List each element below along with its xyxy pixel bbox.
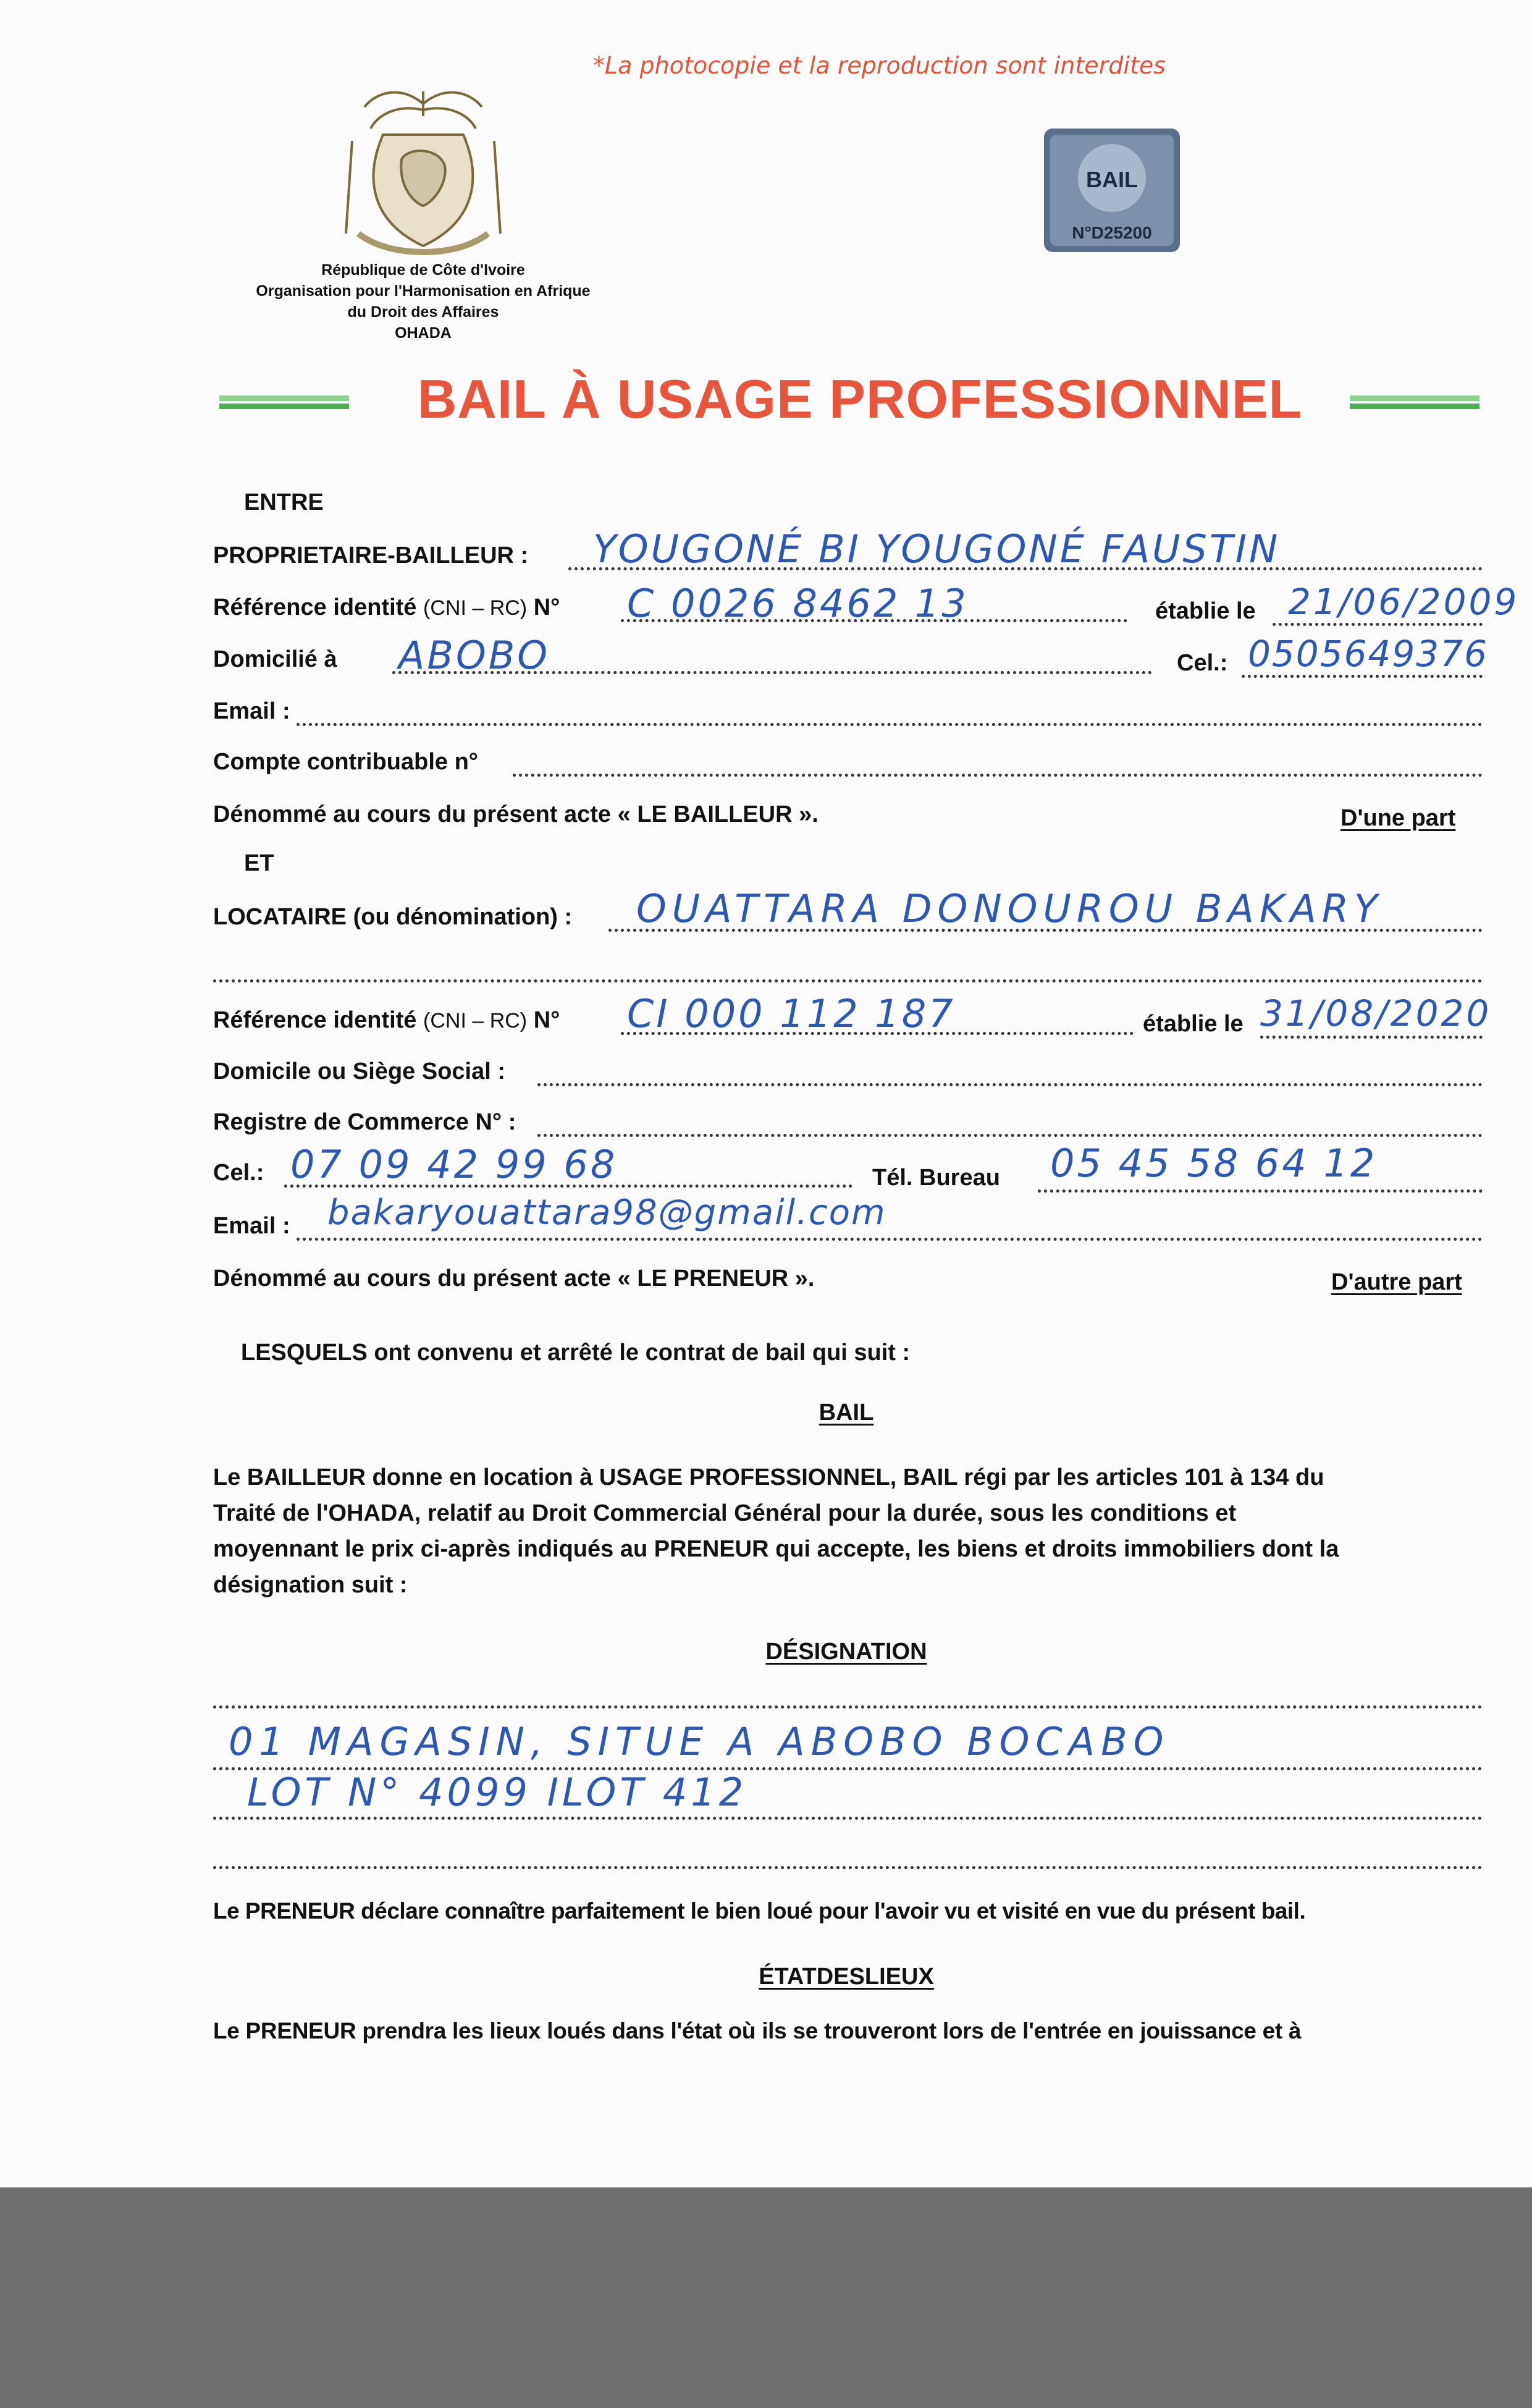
tenant-tel-label: Tél. Bureau <box>872 1165 1000 1191</box>
bail-heading: BAIL <box>819 1400 874 1426</box>
tenant-registre-dots <box>537 1134 1483 1137</box>
tenant-name-label <box>213 904 572 931</box>
owner-ref-small: (CNI – RC) <box>423 596 528 620</box>
tenant-cel-label: Cel.: <box>213 1160 264 1186</box>
tenant-email-value: bakaryouattara98@gmail.com <box>327 1193 886 1233</box>
tenant-name-value: OUATTARA DONOUROU BAKARY <box>636 886 1383 931</box>
tenant-issued-dots <box>1260 1036 1483 1039</box>
etat-heading: ÉTATDESLIEUX <box>759 1964 934 1990</box>
tenant-ref-no: N° <box>533 1007 560 1033</box>
org-line-4: OHADA <box>395 324 452 342</box>
tenant-tel-dots <box>1038 1189 1483 1193</box>
owner-compte-dots <box>513 774 1483 777</box>
owner-domicile-label: Domicilié à <box>213 646 337 672</box>
tenant-email-dots <box>297 1238 1483 1241</box>
preneur-declare: Le PRENEUR déclare connaître parfaitement le bien loué pour l'avoir vu et visité en vue du présent bail. <box>213 1898 1306 1924</box>
owner-compte-label: Compte contribuable n° <box>213 749 478 775</box>
designation-line-1: 01 MAGASIN, SITUE A ABOBO BOCABO <box>229 1719 1170 1764</box>
owner-ref-value: C 0026 8462 13 <box>627 581 969 626</box>
title-row <box>219 365 1486 439</box>
owner-issued-label: établie le <box>1155 598 1256 624</box>
org-line-3: du Droit des Affaires <box>347 303 499 321</box>
org-line-1: République de Côte d'Ivoire <box>321 261 525 279</box>
etat-text: Le PRENEUR prendra les lieux loués dans l'état où ils se trouveront lors de l'entrée en jouissance et à <box>213 2018 1302 2043</box>
owner-email-dots <box>297 723 1483 726</box>
tenant-issued-label: établie le <box>1143 1011 1244 1037</box>
tenant-issued-value: 31/08/2020 <box>1260 992 1492 1034</box>
designation-heading: DÉSIGNATION <box>765 1639 927 1665</box>
designation-dots-3 <box>213 1817 1483 1820</box>
tenant-registre-label: Registre de Commerce N° : <box>213 1109 516 1135</box>
bail-paragraph <box>213 1460 1483 1603</box>
tenant-email-label: Email : <box>213 1213 290 1239</box>
tenant-name-label-bold: LOCATAIRE <box>213 904 347 930</box>
scan-backdrop <box>0 2187 1532 2408</box>
tenant-ref-value: CI 000 112 187 <box>627 991 956 1036</box>
et-label: ET <box>244 850 274 876</box>
seal-number: N°D25200 <box>1072 223 1152 242</box>
owner-domicile-value: ABOBO <box>398 633 550 678</box>
bail-text-line-3: moyennant le prix ci-après indiqués au PRENEUR qui accepte, les biens et droits immobiliers dont la <box>213 1536 1339 1562</box>
tenant-name-label-rest: (ou dénomination) : <box>353 904 573 930</box>
entre-label: ENTRE <box>244 489 324 515</box>
designation-line-2: LOT N° 4099 ILOT 412 <box>247 1770 747 1815</box>
owner-ref-no: N° <box>533 594 560 620</box>
owner-part: D'une part <box>1340 805 1456 831</box>
bail-text-line-1: Le BAILLEUR donne en location à USAGE PROFESSIONNEL, BAIL régi par les articles 101 à 134 du <box>213 1464 1324 1490</box>
bail-text-line-4: désignation suit : <box>213 1572 408 1598</box>
org-line-2: Organisation pour l'Harmonisation en Afrique <box>256 282 591 300</box>
tenant-cel-value: 07 09 42 99 68 <box>290 1142 618 1187</box>
owner-issued-dots <box>1273 623 1483 626</box>
owner-value: YOUGONÉ BI YOUGONÉ FAUSTIN <box>593 526 1281 572</box>
tenant-domicile-label: Domicile ou Siège Social : <box>213 1058 506 1084</box>
title-stripe-right <box>1350 395 1479 415</box>
owner-ref-label-text: Référence identité <box>213 594 417 620</box>
coat-of-arms-emblem <box>315 79 531 264</box>
owner-denomme: Dénommé au cours du présent acte « LE BAILLEUR ». <box>213 801 819 827</box>
tenant-tel-value: 05 45 58 64 12 <box>1050 1141 1378 1186</box>
hologram-seal <box>1044 129 1180 252</box>
tenant-ref-label <box>213 1007 560 1034</box>
owner-issued-value: 21/06/2009 <box>1288 581 1520 623</box>
designation-dots-4 <box>213 1866 1483 1869</box>
seal-label: BAIL <box>1086 167 1138 192</box>
document-title: BAIL À USAGE PROFESSIONNEL <box>417 368 1303 429</box>
owner-label: PROPRIETAIRE-BAILLEUR : <box>213 543 529 568</box>
owner-cel-label: Cel.: <box>1177 650 1228 676</box>
designation-dots-1 <box>213 1705 1483 1709</box>
tenant-name-dots-2 <box>213 979 1483 982</box>
tenant-denomme: Dénommé au cours du présent acte « LE PRENEUR ». <box>213 1265 815 1291</box>
owner-ref-label <box>213 594 560 621</box>
tenant-ref-label-text: Référence identité <box>213 1007 417 1033</box>
bail-text-line-2: Traité de l'OHADA, relatif au Droit Commercial Général pour la durée, sous les conditions et <box>213 1500 1237 1526</box>
owner-cel-dots <box>1242 675 1483 678</box>
organisation-block <box>222 260 624 344</box>
copy-notice: *La photocopie et la reproduction sont interdites <box>593 52 1166 79</box>
owner-email-label: Email : <box>213 698 290 724</box>
tenant-domicile-dots <box>537 1083 1483 1086</box>
lesquels-text: LESQUELS ont convenu et arrêté le contrat de bail qui suit : <box>241 1340 911 1366</box>
tenant-part: D'autre part <box>1331 1269 1462 1295</box>
title-stripe-left <box>219 395 349 415</box>
tenant-ref-small: (CNI – RC) <box>423 1009 528 1033</box>
owner-cel-value: 0505649376 <box>1248 633 1489 675</box>
